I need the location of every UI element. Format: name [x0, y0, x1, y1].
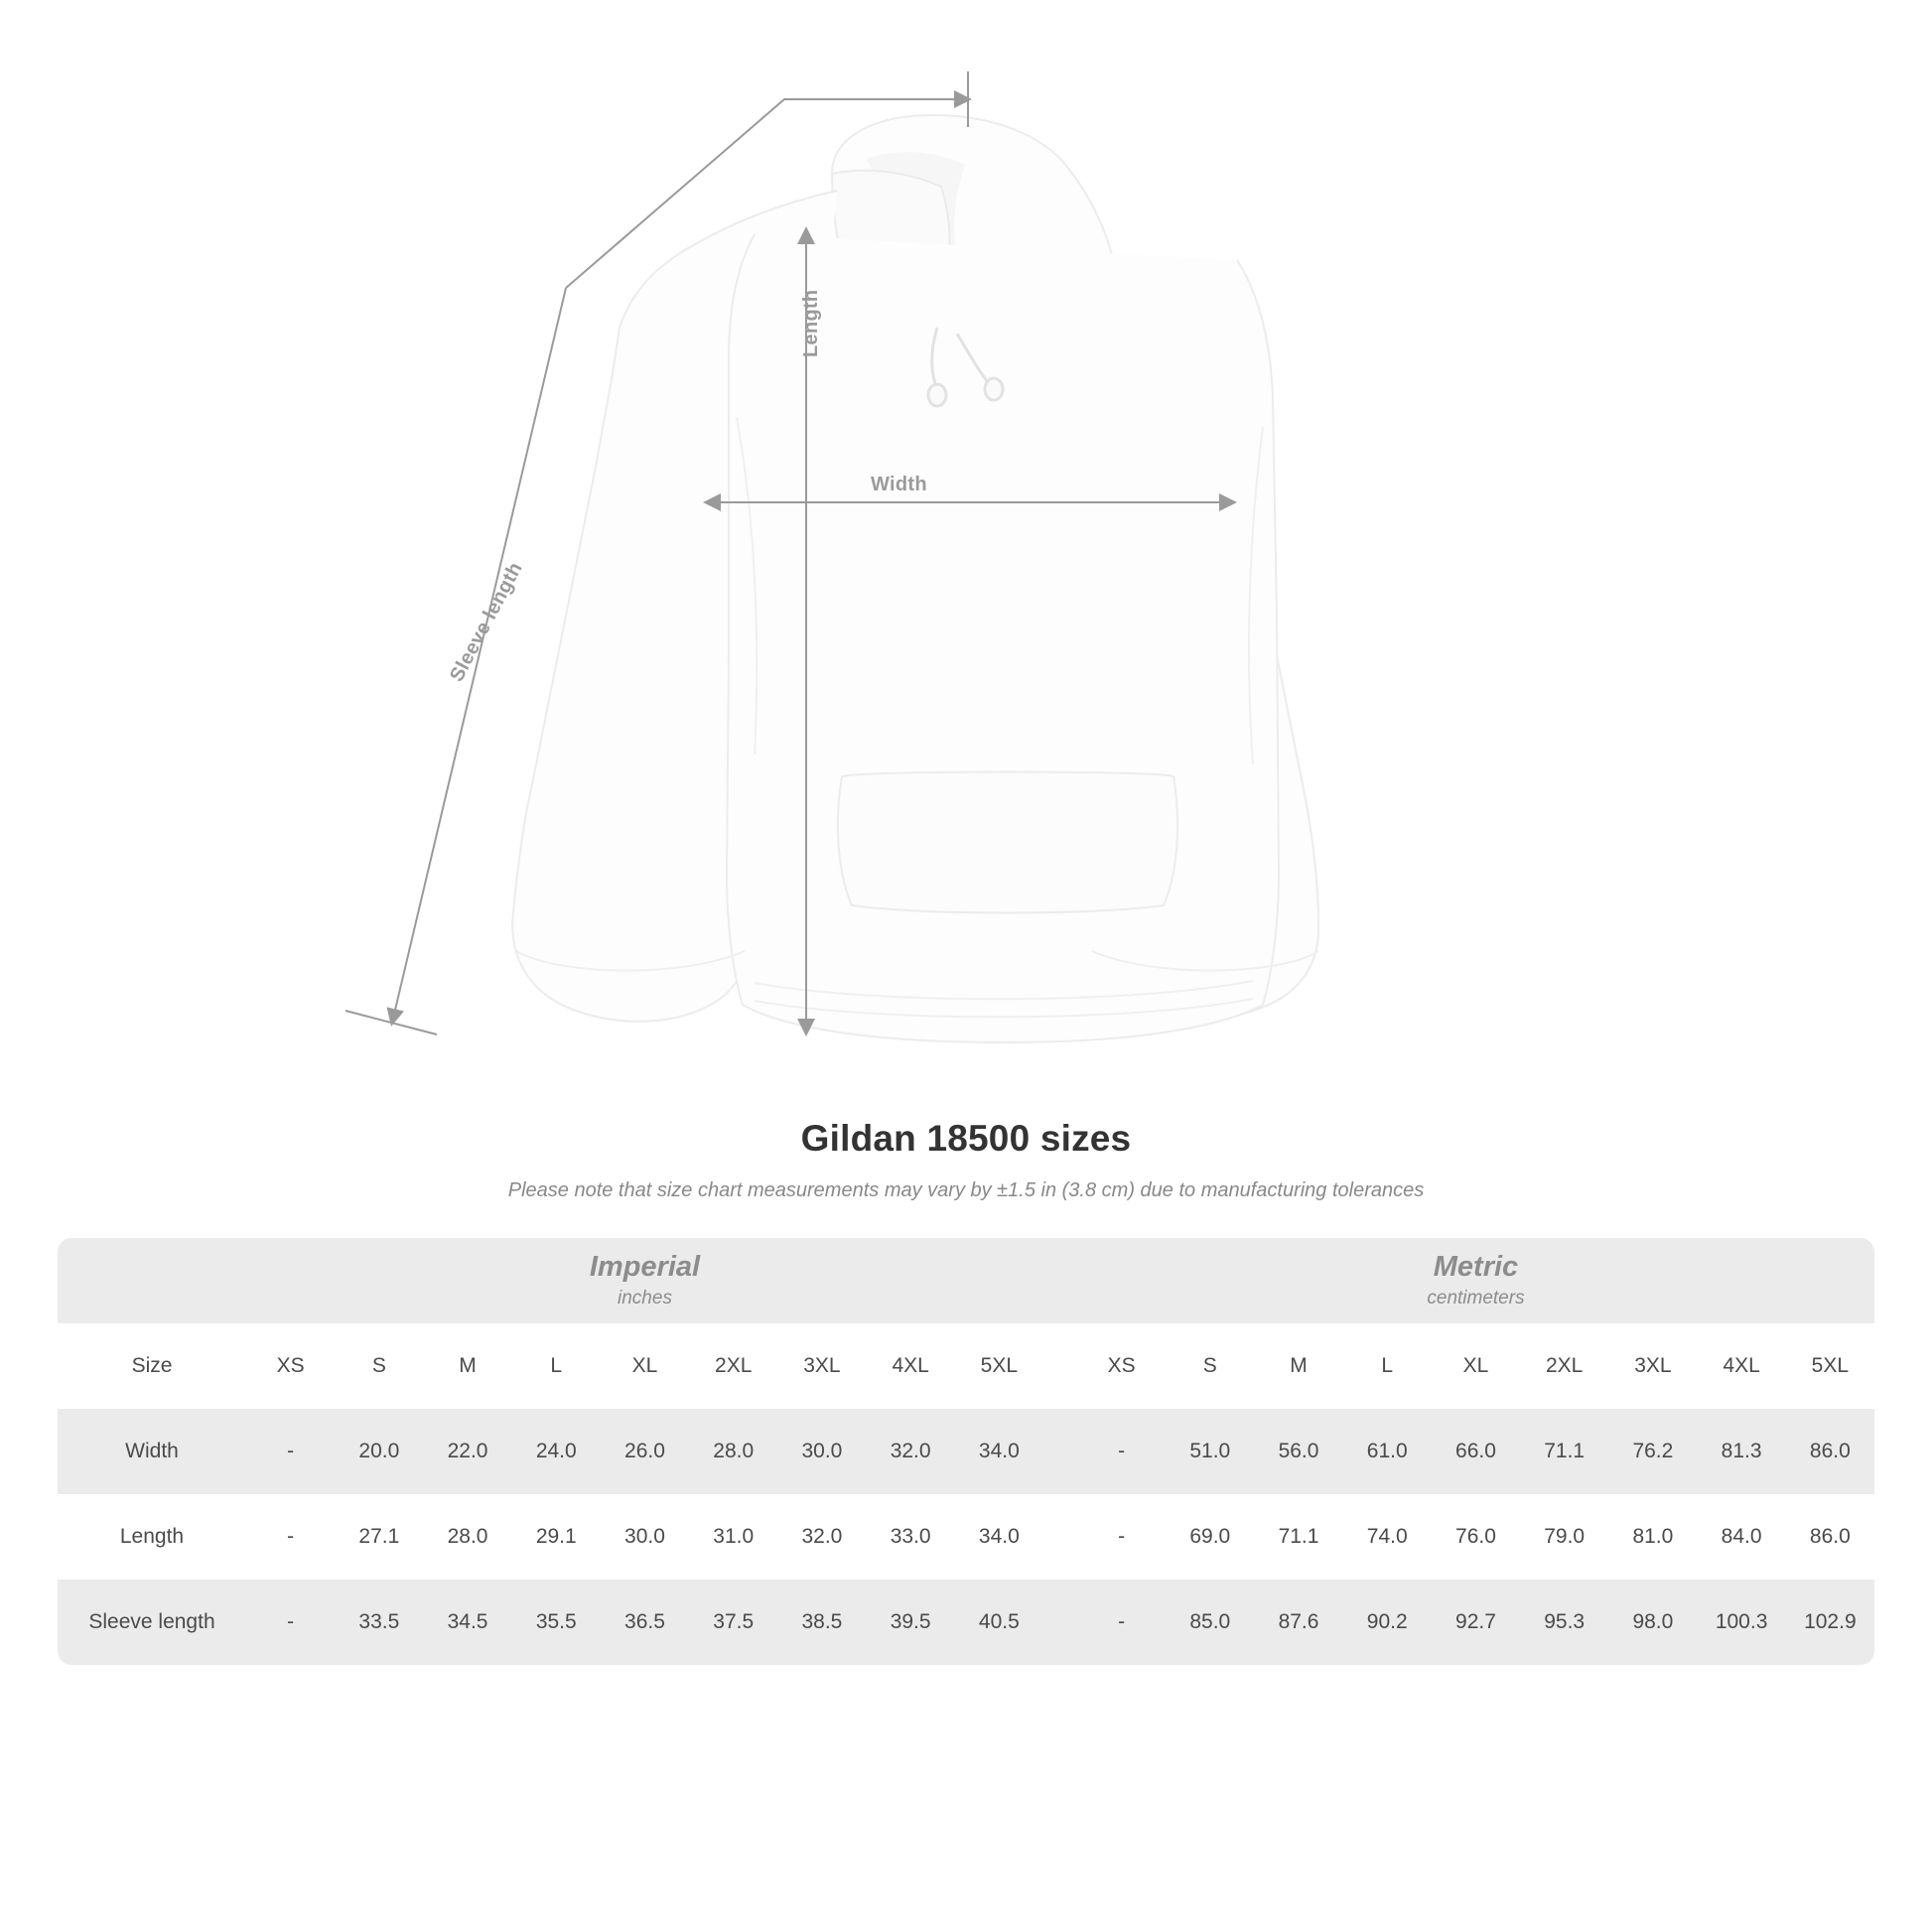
cell-sleeve-imperial-3xl: 38.5	[777, 1580, 866, 1665]
cell-width-imperial-l: 24.0	[512, 1409, 601, 1494]
cell-sleeve-metric-5xl: 102.9	[1786, 1580, 1874, 1665]
cell-length-imperial-4xl: 33.0	[867, 1494, 955, 1580]
imperial-unit-name: Imperial	[589, 1250, 701, 1283]
cell-length-metric-xl: 76.0	[1432, 1494, 1520, 1580]
cell-sleeve-imperial-2xl: 37.5	[689, 1580, 777, 1665]
units-header-gap	[1043, 1238, 1077, 1323]
size-cell-metric-xs: XS	[1077, 1323, 1166, 1409]
cell-width-metric-xl: 66.0	[1432, 1409, 1520, 1494]
cell-width-metric-3xl: 76.2	[1608, 1409, 1697, 1494]
cell-sleeve-metric-2xl: 95.3	[1520, 1580, 1608, 1665]
row-label-sleeve-length: Sleeve length	[58, 1580, 246, 1665]
cell-sleeve-imperial-s: 33.5	[335, 1580, 423, 1665]
cell-length-imperial-m: 28.0	[423, 1494, 511, 1580]
size-table	[58, 1238, 1874, 1665]
cell-length-imperial-l: 29.1	[512, 1494, 601, 1580]
row-label-width: Width	[58, 1409, 246, 1494]
cell-width-imperial-5xl: 34.0	[955, 1409, 1043, 1494]
size-cell-imperial-m: M	[423, 1323, 511, 1409]
cell-sleeve-imperial-5xl: 40.5	[955, 1580, 1043, 1665]
table-row	[58, 1494, 1874, 1580]
page-title: Gildan 18500 sizes	[800, 1118, 1132, 1159]
row-gap-length	[1043, 1494, 1077, 1580]
size-cell-metric-3xl: 3XL	[1608, 1323, 1697, 1409]
title-block	[0, 1118, 1932, 1202]
size-cell-imperial-2xl: 2XL	[689, 1323, 777, 1409]
row-gap-sleeve	[1043, 1580, 1077, 1665]
size-cell-metric-s: S	[1166, 1323, 1254, 1409]
size-header-row	[58, 1323, 1874, 1409]
cell-length-metric-4xl: 84.0	[1698, 1494, 1786, 1580]
cell-width-metric-4xl: 81.3	[1698, 1409, 1786, 1494]
cell-sleeve-imperial-m: 34.5	[423, 1580, 511, 1665]
size-cell-imperial-4xl: 4XL	[867, 1323, 955, 1409]
size-header-gap	[1043, 1323, 1077, 1409]
metric-unit-name: Metric	[1433, 1250, 1519, 1283]
cell-width-metric-m: 56.0	[1254, 1409, 1342, 1494]
cell-sleeve-imperial-l: 35.5	[512, 1580, 601, 1665]
row-gap-width	[1043, 1409, 1077, 1494]
size-cell-imperial-xl: XL	[601, 1323, 689, 1409]
width-label: Width	[871, 474, 927, 495]
size-cell-imperial-3xl: 3XL	[777, 1323, 866, 1409]
cell-sleeve-imperial-xl: 36.5	[601, 1580, 689, 1665]
cell-width-imperial-xl: 26.0	[601, 1409, 689, 1494]
cell-width-imperial-xs: -	[246, 1409, 335, 1494]
cell-width-imperial-s: 20.0	[335, 1409, 423, 1494]
imperial-unit-sub: inches	[618, 1287, 672, 1309]
cell-length-metric-m: 71.1	[1254, 1494, 1342, 1580]
cell-width-imperial-2xl: 28.0	[689, 1409, 777, 1494]
size-table-wrapper	[58, 1238, 1874, 1665]
cell-length-imperial-2xl: 31.0	[689, 1494, 777, 1580]
size-cell-metric-2xl: 2XL	[1520, 1323, 1608, 1409]
cell-width-metric-2xl: 71.1	[1520, 1409, 1608, 1494]
cell-sleeve-metric-m: 87.6	[1254, 1580, 1342, 1665]
size-cell-metric-xl: XL	[1432, 1323, 1520, 1409]
cell-length-imperial-xl: 30.0	[601, 1494, 689, 1580]
cell-length-imperial-3xl: 32.0	[777, 1494, 866, 1580]
cell-sleeve-metric-xl: 92.7	[1432, 1580, 1520, 1665]
size-cell-imperial-xs: XS	[246, 1323, 335, 1409]
cell-sleeve-metric-s: 85.0	[1166, 1580, 1254, 1665]
row-label-length: Length	[58, 1494, 246, 1580]
cell-length-metric-l: 74.0	[1343, 1494, 1432, 1580]
table-row	[58, 1580, 1874, 1665]
cell-sleeve-metric-xs: -	[1077, 1580, 1166, 1665]
tolerance-note: Please note that size chart measurements may vary by ±1.5 in (3.8 cm) due to manufacturing tolerances	[507, 1179, 1425, 1201]
pocket-shape	[838, 772, 1177, 913]
cell-sleeve-imperial-4xl: 39.5	[867, 1580, 955, 1665]
cell-length-metric-2xl: 79.0	[1520, 1494, 1608, 1580]
size-cell-metric-5xl: 5XL	[1786, 1323, 1874, 1409]
cell-length-metric-s: 69.0	[1166, 1494, 1254, 1580]
metric-header-cell	[1077, 1238, 1874, 1323]
cell-sleeve-metric-3xl: 98.0	[1608, 1580, 1697, 1665]
cell-width-metric-s: 51.0	[1166, 1409, 1254, 1494]
cell-length-imperial-5xl: 34.0	[955, 1494, 1043, 1580]
size-cell-metric-l: L	[1343, 1323, 1432, 1409]
sleeve-length-label: Sleeve length	[446, 558, 527, 686]
units-header-spacer	[58, 1238, 246, 1323]
cell-width-metric-5xl: 86.0	[1786, 1409, 1874, 1494]
size-cell-imperial-l: L	[512, 1323, 601, 1409]
metric-unit-sub: centimeters	[1427, 1287, 1525, 1309]
size-cell-metric-4xl: 4XL	[1698, 1323, 1786, 1409]
cell-length-metric-xs: -	[1077, 1494, 1166, 1580]
size-cell-metric-m: M	[1254, 1323, 1342, 1409]
cell-length-metric-3xl: 81.0	[1608, 1494, 1697, 1580]
length-label: Length	[800, 289, 822, 357]
cell-sleeve-imperial-xs: -	[246, 1580, 335, 1665]
cell-width-imperial-3xl: 30.0	[777, 1409, 866, 1494]
size-row-label: Size	[58, 1323, 246, 1409]
cell-width-imperial-4xl: 32.0	[867, 1409, 955, 1494]
cell-width-metric-xs: -	[1077, 1409, 1166, 1494]
imperial-header-cell	[246, 1238, 1043, 1323]
size-cell-imperial-s: S	[335, 1323, 423, 1409]
size-cell-imperial-5xl: 5XL	[955, 1323, 1043, 1409]
units-header-row	[58, 1238, 1874, 1323]
cell-width-metric-l: 61.0	[1343, 1409, 1432, 1494]
cell-sleeve-metric-l: 90.2	[1343, 1580, 1432, 1665]
cell-length-metric-5xl: 86.0	[1786, 1494, 1874, 1580]
cell-width-imperial-m: 22.0	[423, 1409, 511, 1494]
cell-sleeve-metric-4xl: 100.3	[1698, 1580, 1786, 1665]
table-row	[58, 1409, 1874, 1494]
cell-length-imperial-xs: -	[246, 1494, 335, 1580]
cell-length-imperial-s: 27.1	[335, 1494, 423, 1580]
